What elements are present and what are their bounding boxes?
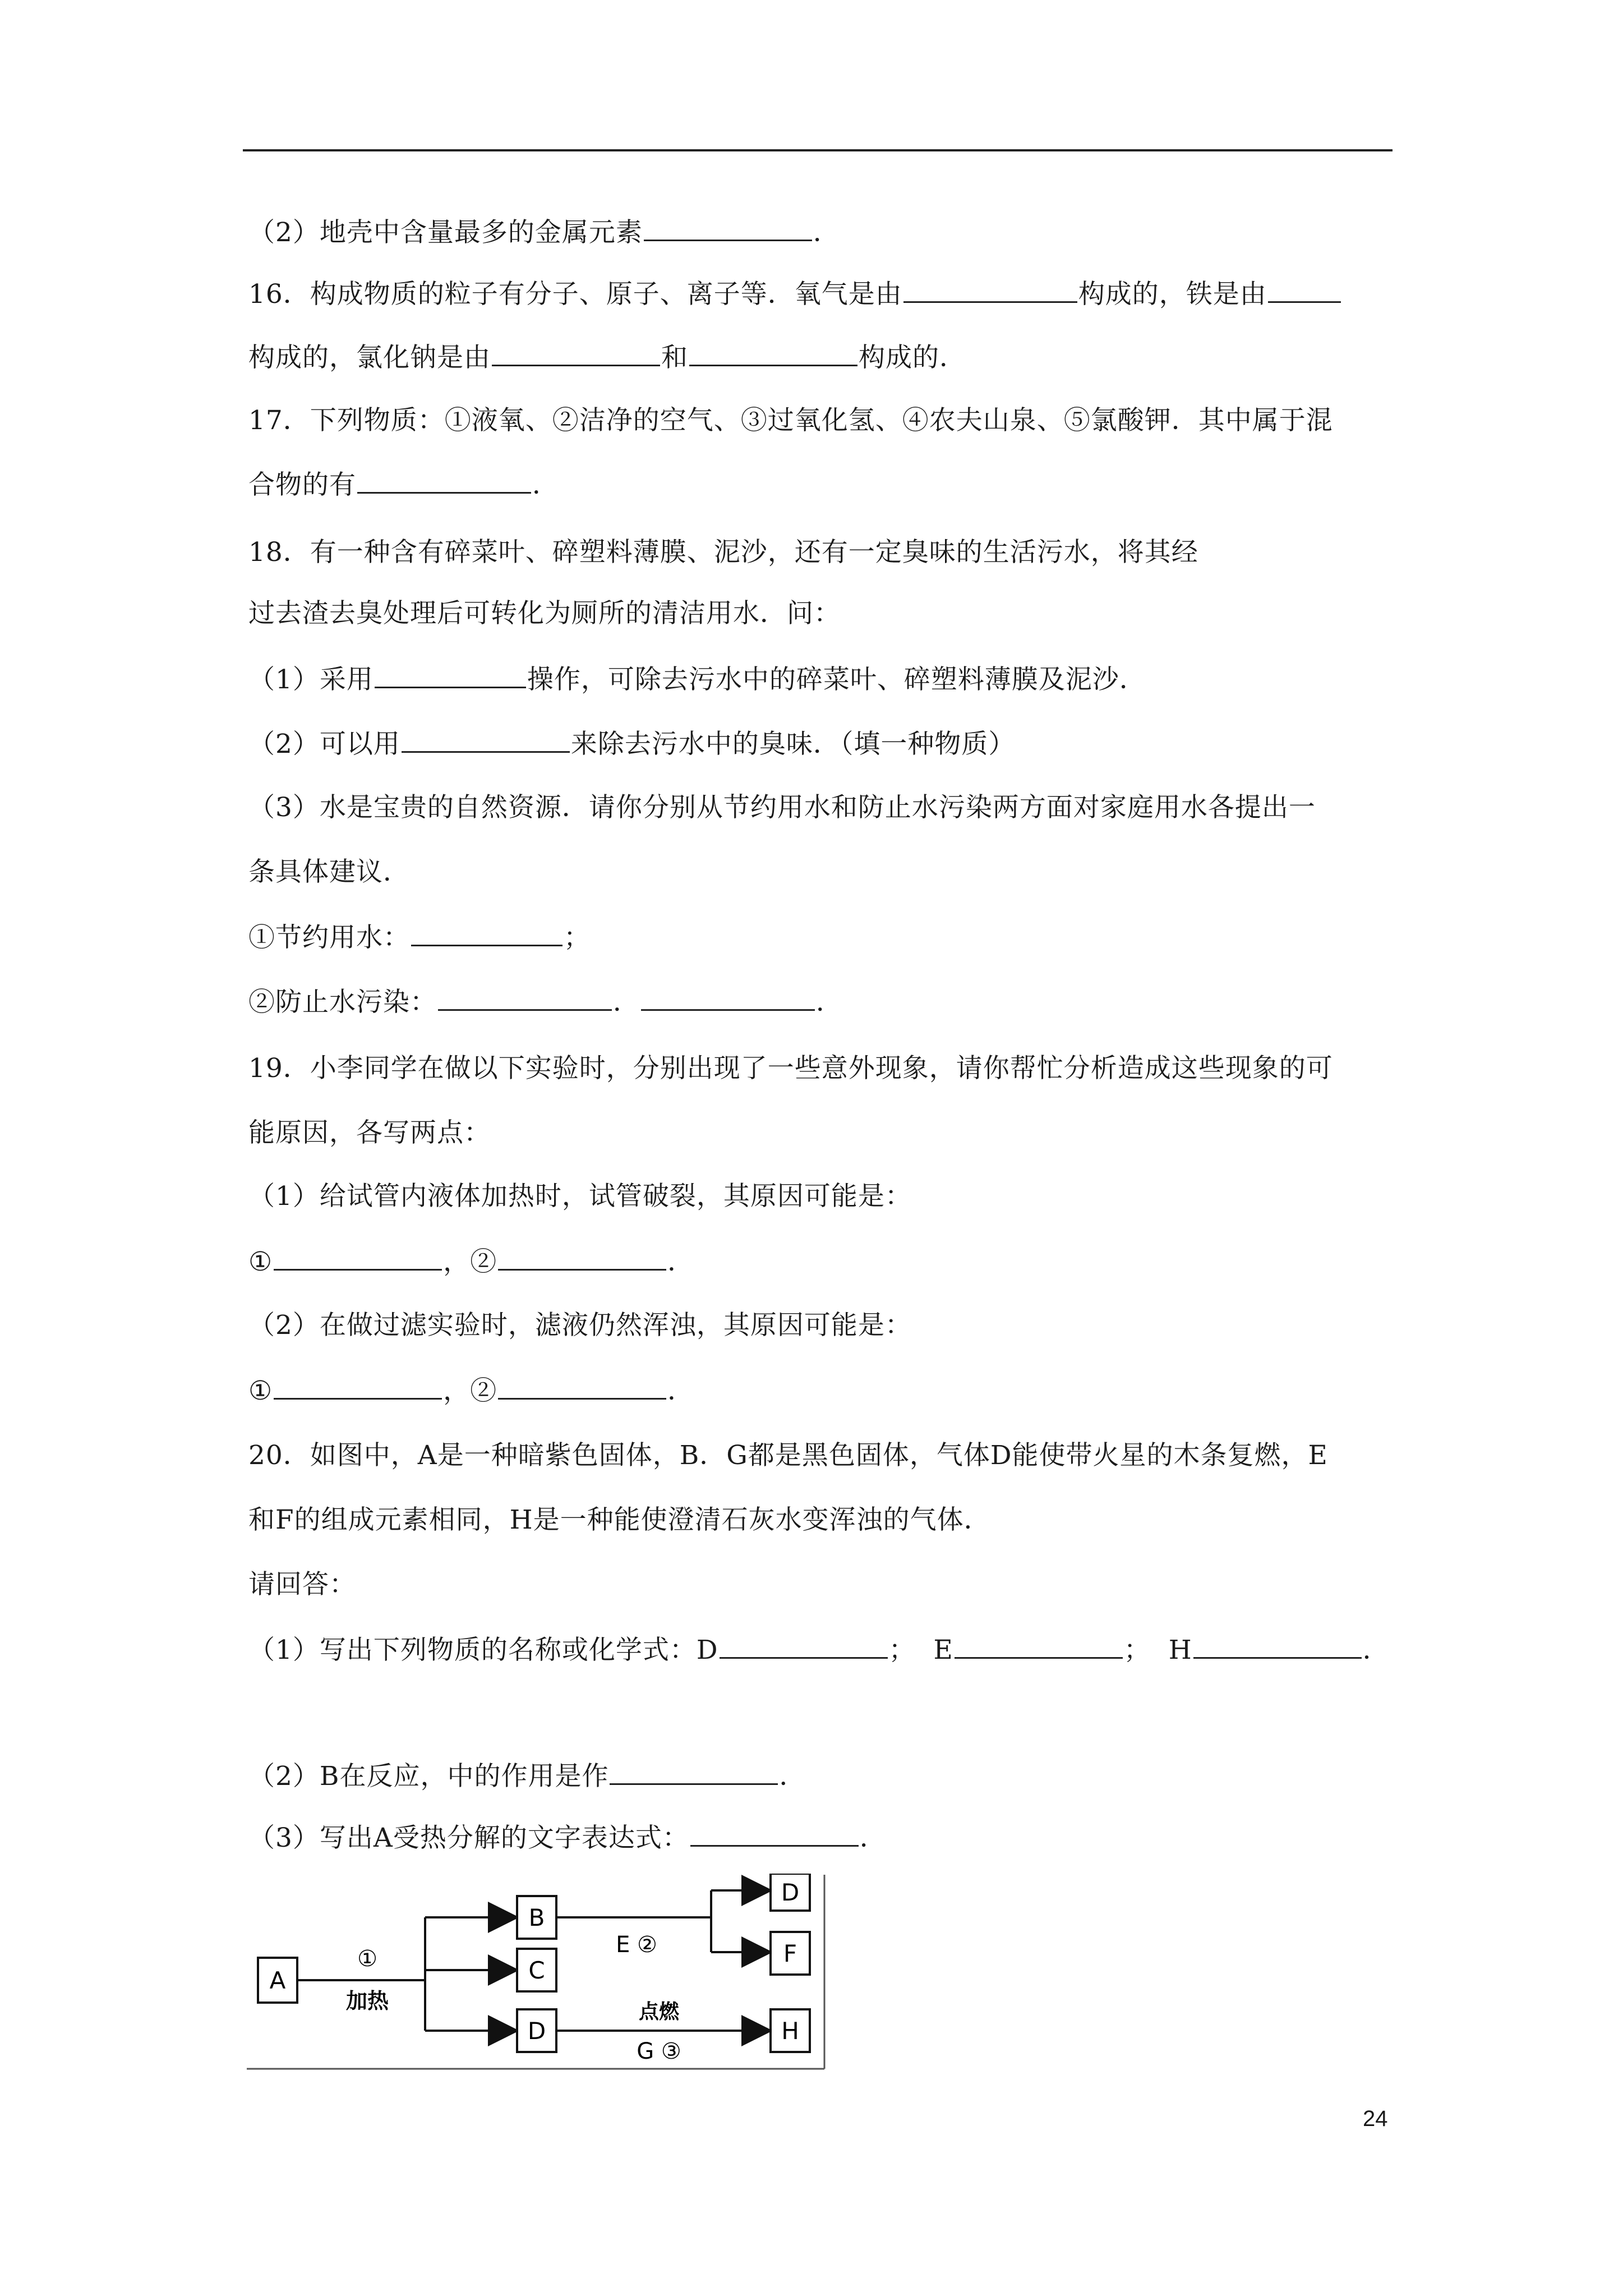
step1-label: ① (357, 1946, 377, 1972)
box-b (517, 1896, 556, 1939)
answer-blank[interactable] (274, 1244, 442, 1271)
q17-line2: 合物的有 ． (248, 467, 559, 502)
q20-line2: 和F的组成元素相同，H是一种能使澄清石灰水变浑浊的气体． (248, 1504, 991, 1535)
ignite-label: 点燃 (638, 2000, 680, 2023)
answer-blank[interactable] (690, 1820, 859, 1847)
q19-part1: （1）给试管内液体加热时，试管破裂，其原因可能是： (248, 1181, 912, 1212)
answer-blank[interactable] (274, 1373, 442, 1400)
q18-part2: （2）可以用 来除去污水中的臭味．（填一种物质） (248, 726, 1015, 761)
svg-text:H: H (781, 2017, 799, 2045)
answer-blank[interactable] (498, 1373, 666, 1400)
box-d-top (771, 1874, 810, 1911)
answer-blank[interactable] (955, 1632, 1123, 1659)
reaction-diagram (247, 1874, 830, 2076)
q20-line3: 请回答： (248, 1569, 356, 1600)
q16-line2: 构成的，氯化钠是由 和 构成的． (248, 340, 966, 375)
q20-part1: （1）写出下列物质的名称或化学式：D ； E ； H ． (248, 1632, 1390, 1667)
q20-part3: （3）写出A受热分解的文字表达式： ． (248, 1820, 887, 1855)
q18-line1: 18．有一种含有碎菜叶、碎塑料薄膜、泥沙，还有一定臭味的生活污水，将其经 (248, 537, 1198, 568)
answer-blank[interactable] (644, 215, 812, 241)
q18-part1: （1）采用 操作，可除去污水中的碎菜叶、碎塑料薄膜及泥沙． (248, 662, 1146, 697)
q18-save-water: ①节约用水： ； (248, 920, 591, 955)
svg-text:F: F (783, 1940, 797, 1967)
answer-blank[interactable] (357, 467, 531, 494)
q15-part2: （2）地壳中含量最多的金属元素 ． (248, 215, 840, 250)
header-rule (243, 149, 1393, 151)
box-d-bottom (517, 2009, 556, 2052)
answer-blank[interactable] (375, 662, 526, 688)
q19-line1: 19．小李同学在做以下实验时，分别出现了一些意外现象，请你帮忙分析造成这些现象的可 (248, 1053, 1333, 1084)
q20-part2: （2）B在反应，中的作用是作 ． (248, 1759, 806, 1793)
q19-part2-answers: ① ，② ． (248, 1373, 694, 1408)
box-a (258, 1958, 297, 2003)
svg-text:D: D (781, 1879, 800, 1906)
q17-line1: 17．下列物质：①液氧、②洁净的空气、③过氧化氢、④农夫山泉、⑤氯酸钾．其中属于混 (248, 405, 1333, 436)
g3-label: G ③ (637, 2039, 681, 2064)
svg-text:D: D (527, 2017, 546, 2045)
answer-blank[interactable] (1268, 277, 1341, 303)
box-c (517, 1949, 556, 1991)
svg-text:C: C (528, 1957, 545, 1984)
answer-blank[interactable] (720, 1632, 888, 1659)
q18-line2: 过去渣去臭处理后可转化为厕所的清洁用水．问： (248, 598, 841, 629)
q19-line2: 能原因，各写两点： (248, 1117, 491, 1148)
answer-blank[interactable] (689, 340, 857, 366)
svg-text:B: B (528, 1904, 545, 1931)
box-h (771, 2009, 810, 2052)
e2-label: E ② (616, 1932, 657, 1958)
box-f (771, 1932, 810, 1975)
answer-blank[interactable] (610, 1759, 778, 1785)
svg-text:A: A (269, 1967, 286, 1994)
q18-prevent-pollution: ②防止水污染： ． ． (248, 984, 843, 1019)
answer-blank[interactable] (492, 340, 660, 366)
answer-blank[interactable] (641, 984, 815, 1011)
q19-part1-answers: ① ，② ． (248, 1244, 694, 1279)
q16-line1: 16．构成物质的粒子有分子、原子、离子等．氧气是由 构成的，铁是由 (248, 277, 1342, 311)
answer-blank[interactable] (498, 1244, 666, 1271)
page-number: 24 (1363, 2106, 1388, 2131)
answer-blank[interactable] (411, 920, 562, 946)
answer-blank[interactable] (903, 277, 1077, 303)
q18-part3-line2: 条具体建议． (248, 857, 410, 887)
answer-blank[interactable] (402, 726, 570, 753)
answer-blank[interactable] (438, 984, 612, 1011)
q19-part2: （2）在做过滤实验时，滤液仍然浑浊，其原因可能是： (248, 1310, 912, 1341)
q20-line1: 20．如图中，A是一种暗紫色固体，B．G都是黑色固体，气体D能使带火星的木条复燃，E (248, 1440, 1328, 1471)
answer-blank[interactable] (1193, 1632, 1362, 1659)
heat-label: 加热 (345, 1989, 389, 2013)
q18-part3-line1: （3）水是宝贵的自然资源．请你分别从节约用水和防止水污染两方面对家庭用水各提出一 (248, 792, 1316, 823)
